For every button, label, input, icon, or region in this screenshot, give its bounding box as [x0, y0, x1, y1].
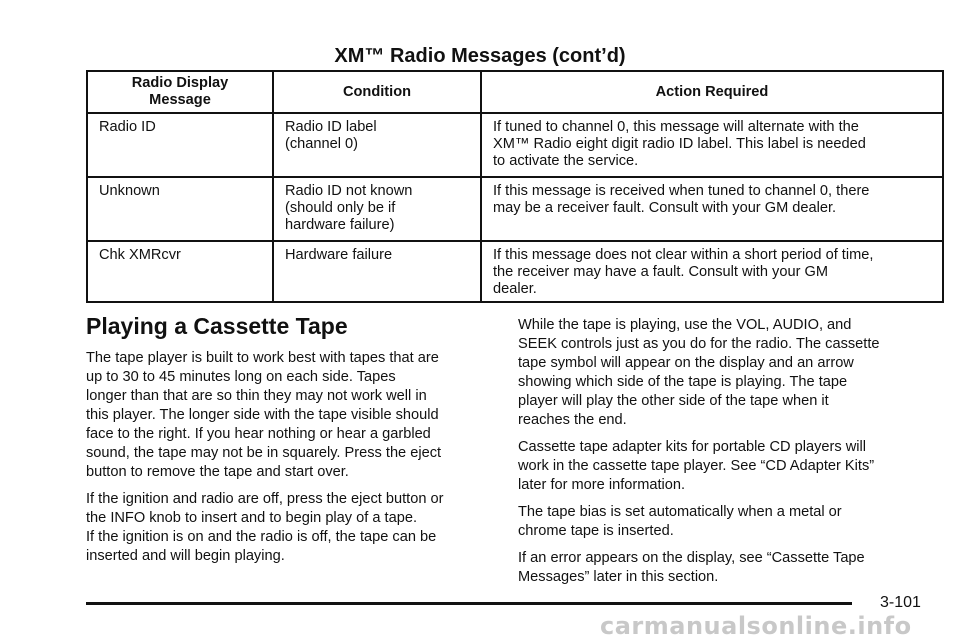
right-column	[518, 316, 944, 595]
watermark: carmanualsonline.info	[600, 612, 912, 640]
section-heading: Playing a Cassette Tape	[86, 313, 348, 339]
paragraph: Cassette tape adapter kits for portable CD players will work in the cassette tape player. See “CD Adapter Kits” later for more information.	[518, 439, 875, 493]
cell-message: Chk XMRcvr	[87, 241, 273, 302]
xm-radio-messages-table	[86, 70, 944, 303]
cell-condition: Radio ID label (channel 0)	[273, 113, 481, 177]
header-condition: Condition	[273, 71, 481, 113]
cell-message: Radio ID	[87, 113, 273, 177]
cell-condition: Radio ID not known (should only be if hardware failure)	[273, 177, 481, 241]
header-radio-display-message: Radio Display Message	[87, 71, 273, 113]
left-column	[86, 349, 491, 574]
table-row	[87, 177, 943, 241]
cell-message: Unknown	[87, 177, 273, 241]
header-action-required: Action Required	[481, 71, 943, 113]
cell-action: If this message is received when tuned to channel 0, there may be a receiver fault. Consult with your GM dealer.	[481, 177, 943, 241]
page-number: 3-101	[880, 594, 921, 611]
cell-action: If this message does not clear within a short period of time, the receiver may have a fault. Consult with your GM dealer.	[481, 241, 943, 302]
cell-condition: Hardware failure	[273, 241, 481, 302]
table-row	[87, 113, 943, 177]
table-header-row	[87, 71, 943, 113]
table-row	[87, 241, 943, 302]
paragraph: If an error appears on the display, see “Cassette Tape Messages” later in this section.	[518, 550, 865, 585]
paragraph: If the ignition and radio are off, press the eject button or the INFO knob to insert and to begin play of a tape. If the ignition is on and the radio is off, the tape can be inserted and will begin playing.	[86, 491, 444, 564]
table-title: XM™ Radio Messages (cont’d)	[334, 45, 626, 67]
footer-rule	[86, 602, 852, 605]
cell-action: If tuned to channel 0, this message will alternate with the XM™ Radio eight digit radio ID label. This label is needed to activate the service.	[481, 113, 943, 177]
paragraph: The tape player is built to work best with tapes that are up to 30 to 45 minutes long on each side. Tapes longer than that are so thin they may not work well in this player. The longer side with the tape visible should face to the right. If you hear nothing or hear a garbled sound, the tape may not be in squarely. Press the eject button to remove the tape and start over.	[86, 350, 442, 480]
paragraph: While the tape is playing, use the VOL, AUDIO, and SEEK controls just as you do for the radio. The cassette tape symbol will appear on the display and an arrow showing which side of the tape is playing. The tape player will play the other side of the tape when it reaches the end.	[518, 317, 880, 428]
paragraph: The tape bias is set automatically when a metal or chrome tape is inserted.	[518, 504, 842, 539]
